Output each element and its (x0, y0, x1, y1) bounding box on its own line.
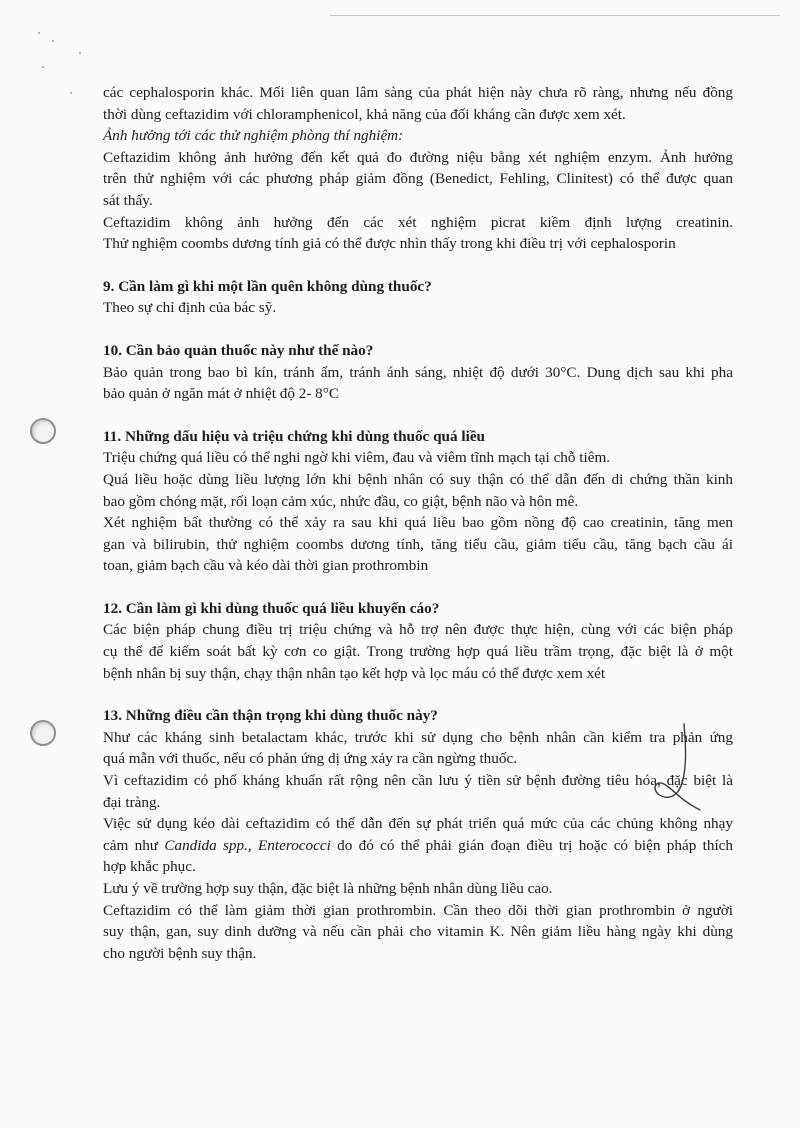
intro-line: thời dùng ceftazidim với chloramphenicol, khả năng của đối kháng cần được xem xét. (103, 105, 626, 123)
lab-line: sát thấy. (103, 191, 153, 209)
lab-line: Ceftazidim không ảnh hưởng đến các xét nghiệm picrat kiềm định lượng creatinin. (103, 213, 733, 231)
section-heading-9: 9. Cần làm gì khi một lần quên không dùng thuốc? (103, 277, 432, 295)
section-line: Như các kháng sinh betalactam khác, trước khi sử dụng cho bệnh nhân cần kiểm tra phản ứng (103, 728, 733, 746)
section-line: cho người bệnh suy thận. (103, 944, 257, 962)
text-run: , (247, 836, 259, 854)
pen-check-mark (640, 718, 710, 818)
text-run: cảm như (103, 836, 165, 854)
lab-heading: Ảnh hưởng tới các thử nghiệm phòng thí nghiệm: (103, 127, 404, 145)
section-line: đại tràng. (103, 793, 161, 811)
scan-edge-line (330, 15, 780, 16)
section-line: Vì ceftazidim có phổ kháng khuẩn rất rộng nên cần lưu ý tiền sử bệnh đường tiêu hóa, đặc biệt là (103, 772, 733, 790)
section-line: Theo sự chỉ định của bác sỹ. (103, 299, 277, 317)
punch-hole (30, 418, 56, 444)
section-line: Xét nghiệm bất thường có thể xảy ra sau khi quá liều bao gồm nồng độ cao creatinin, tăng men (103, 514, 733, 532)
section-heading-13: 13. Những điều cần thận trọng khi dùng thuốc này? (103, 707, 438, 725)
organism-name: Enterococci (258, 836, 331, 854)
section-line: bảo quản ở ngăn mát ở nhiệt độ 2- 8°C (103, 385, 339, 403)
scan-speck (70, 92, 72, 94)
lab-line: trên thử nghiệm với các phương pháp giảm đồng (Benedict, Fehling, Clinitest) có thể được quan (103, 170, 733, 188)
section-line: Ceftazidim có thể làm giảm thời gian prothrombin. Cần theo dõi thời gian prothrombin ở người (103, 901, 733, 919)
section-line: bệnh nhân bị suy thận, chạy thận nhân tạo kết hợp và lọc máu có thể được xem xét (103, 664, 606, 682)
section-line: suy thận, gan, suy dinh dưỡng và nếu cần phải cho vitamin K. Nên giảm liều hàng ngày khi dùng (103, 923, 733, 941)
section-heading-12: 12. Cần làm gì khi dùng thuốc quá liều khuyến cáo? (103, 599, 440, 617)
section-line: bao gồm chóng mặt, rối loạn cảm xúc, nhức đầu, co giật, bệnh não và hôn mê. (103, 492, 579, 510)
document-body (103, 82, 733, 964)
lab-line: Ceftazidim không ảnh hưởng đến kết quả đo đường niệu bằng xét nghiệm enzym. Ảnh hưởng (103, 148, 733, 166)
lab-line: Thử nghiệm coombs dương tính giả có thể được nhìn thấy trong khi điều trị với cephalosporin (103, 235, 676, 253)
section-line: cụ thể để kiểm soát bất kỳ cơn co giật. Trong trường hợp quá liều trầm trọng, đặc biệt là ở một (103, 643, 733, 661)
section-line: Quá liều hoặc dùng liều lượng lớn khi bệnh nhân có suy thận có thể dẫn đến di chứng thần kinh (103, 470, 733, 488)
scan-speck (38, 32, 40, 34)
intro-line: các cephalosporin khác. Mối liên quan lâm sàng của phát hiện này chưa rõ ràng, nhưng nếu đồng (103, 84, 733, 101)
section-line: Việc sử dụng kéo dài ceftazidim có thể dẫn đến sự phát triển quá mức của các chủng không nhạy (103, 815, 733, 833)
section-line (103, 835, 733, 857)
organism-name: Candida spp. (164, 836, 248, 854)
scan-speck (42, 66, 44, 68)
scan-speck (79, 52, 81, 54)
punch-hole (30, 720, 56, 746)
section-heading-11: 11. Những dấu hiệu và triệu chứng khi dùng thuốc quá liều (103, 427, 486, 445)
text-run: do đó có thể phải gián đoạn điều trị hoặc có biện pháp thích (330, 836, 734, 854)
section-line: Lưu ý về trường hợp suy thận, đặc biệt là những bệnh nhân dùng liều cao. (103, 880, 553, 897)
section-line: quá mẫn với thuốc, nếu có phản ứng dị ứng xảy ra cần ngừng thuốc. (103, 750, 518, 768)
section-line: gan và bilirubin, thử nghiệm coombs dương tính, tăng tiểu cầu, giảm tiểu cầu, tăng bạch cầu ái (103, 535, 733, 553)
section-line: toan, giảm bạch cầu và kéo dài thời gian prothrombin (103, 557, 429, 575)
scan-speck (52, 40, 54, 42)
section-line: Triệu chứng quá liều có thể nghi ngờ khi viêm, đau và viêm tĩnh mạch tại chỗ tiêm. (103, 449, 611, 467)
section-heading-10: 10. Cần bảo quản thuốc này như thế nào? (103, 341, 374, 359)
section-line: hợp khắc phục. (103, 858, 196, 876)
section-line: Bảo quản trong bao bì kín, tránh ẩm, tránh ánh sáng, nhiệt độ dưới 30°C. Dung dịch sau khi pha (103, 363, 733, 381)
section-line: Các biện pháp chung điều trị triệu chứng và hỗ trợ nên được thực hiện, cùng với các biện pháp (103, 621, 733, 639)
